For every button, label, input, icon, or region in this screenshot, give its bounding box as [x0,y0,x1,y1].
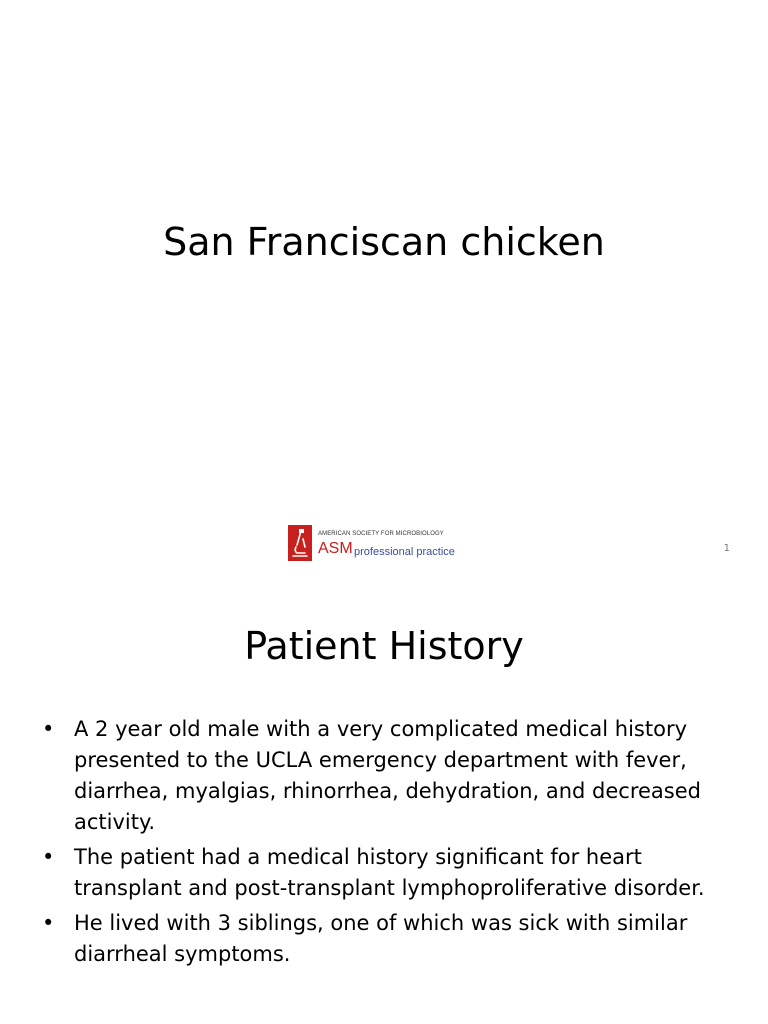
asm-logo [288,525,488,561]
slide-2 [0,576,768,1024]
logo-practice-text: professional practice [354,546,455,558]
list-item [42,714,722,838]
bullet-icon: • [42,845,55,869]
slide-title: Patient History [244,624,524,668]
logo-society-text: AMERICAN SOCIETY FOR MICROBIOLOGY [318,531,444,537]
bullet-text: He lived with 3 siblings, one of which was sick with similar diarrheal symptoms. [74,911,688,966]
bullet-icon: • [42,911,55,935]
bullet-text: A 2 year old male with a very complicated medical history presented to the UCLA emergency department with fever, diarrhea, myalgias, rhinorrhea, dehydration, and decreased activity. [74,717,701,834]
bullet-list [42,714,722,974]
list-item [42,908,722,970]
list-item [42,842,722,904]
slide-number: 1 [723,543,730,554]
bullet-icon: • [42,717,55,741]
microscope-icon [288,525,312,561]
logo-asm-text: ASM [318,540,353,557]
bullet-text: The patient had a medical history significant for heart transplant and post-transplant lymphoproliferative disorder. [74,845,705,900]
slide-title: San Franciscan chicken [163,220,605,264]
